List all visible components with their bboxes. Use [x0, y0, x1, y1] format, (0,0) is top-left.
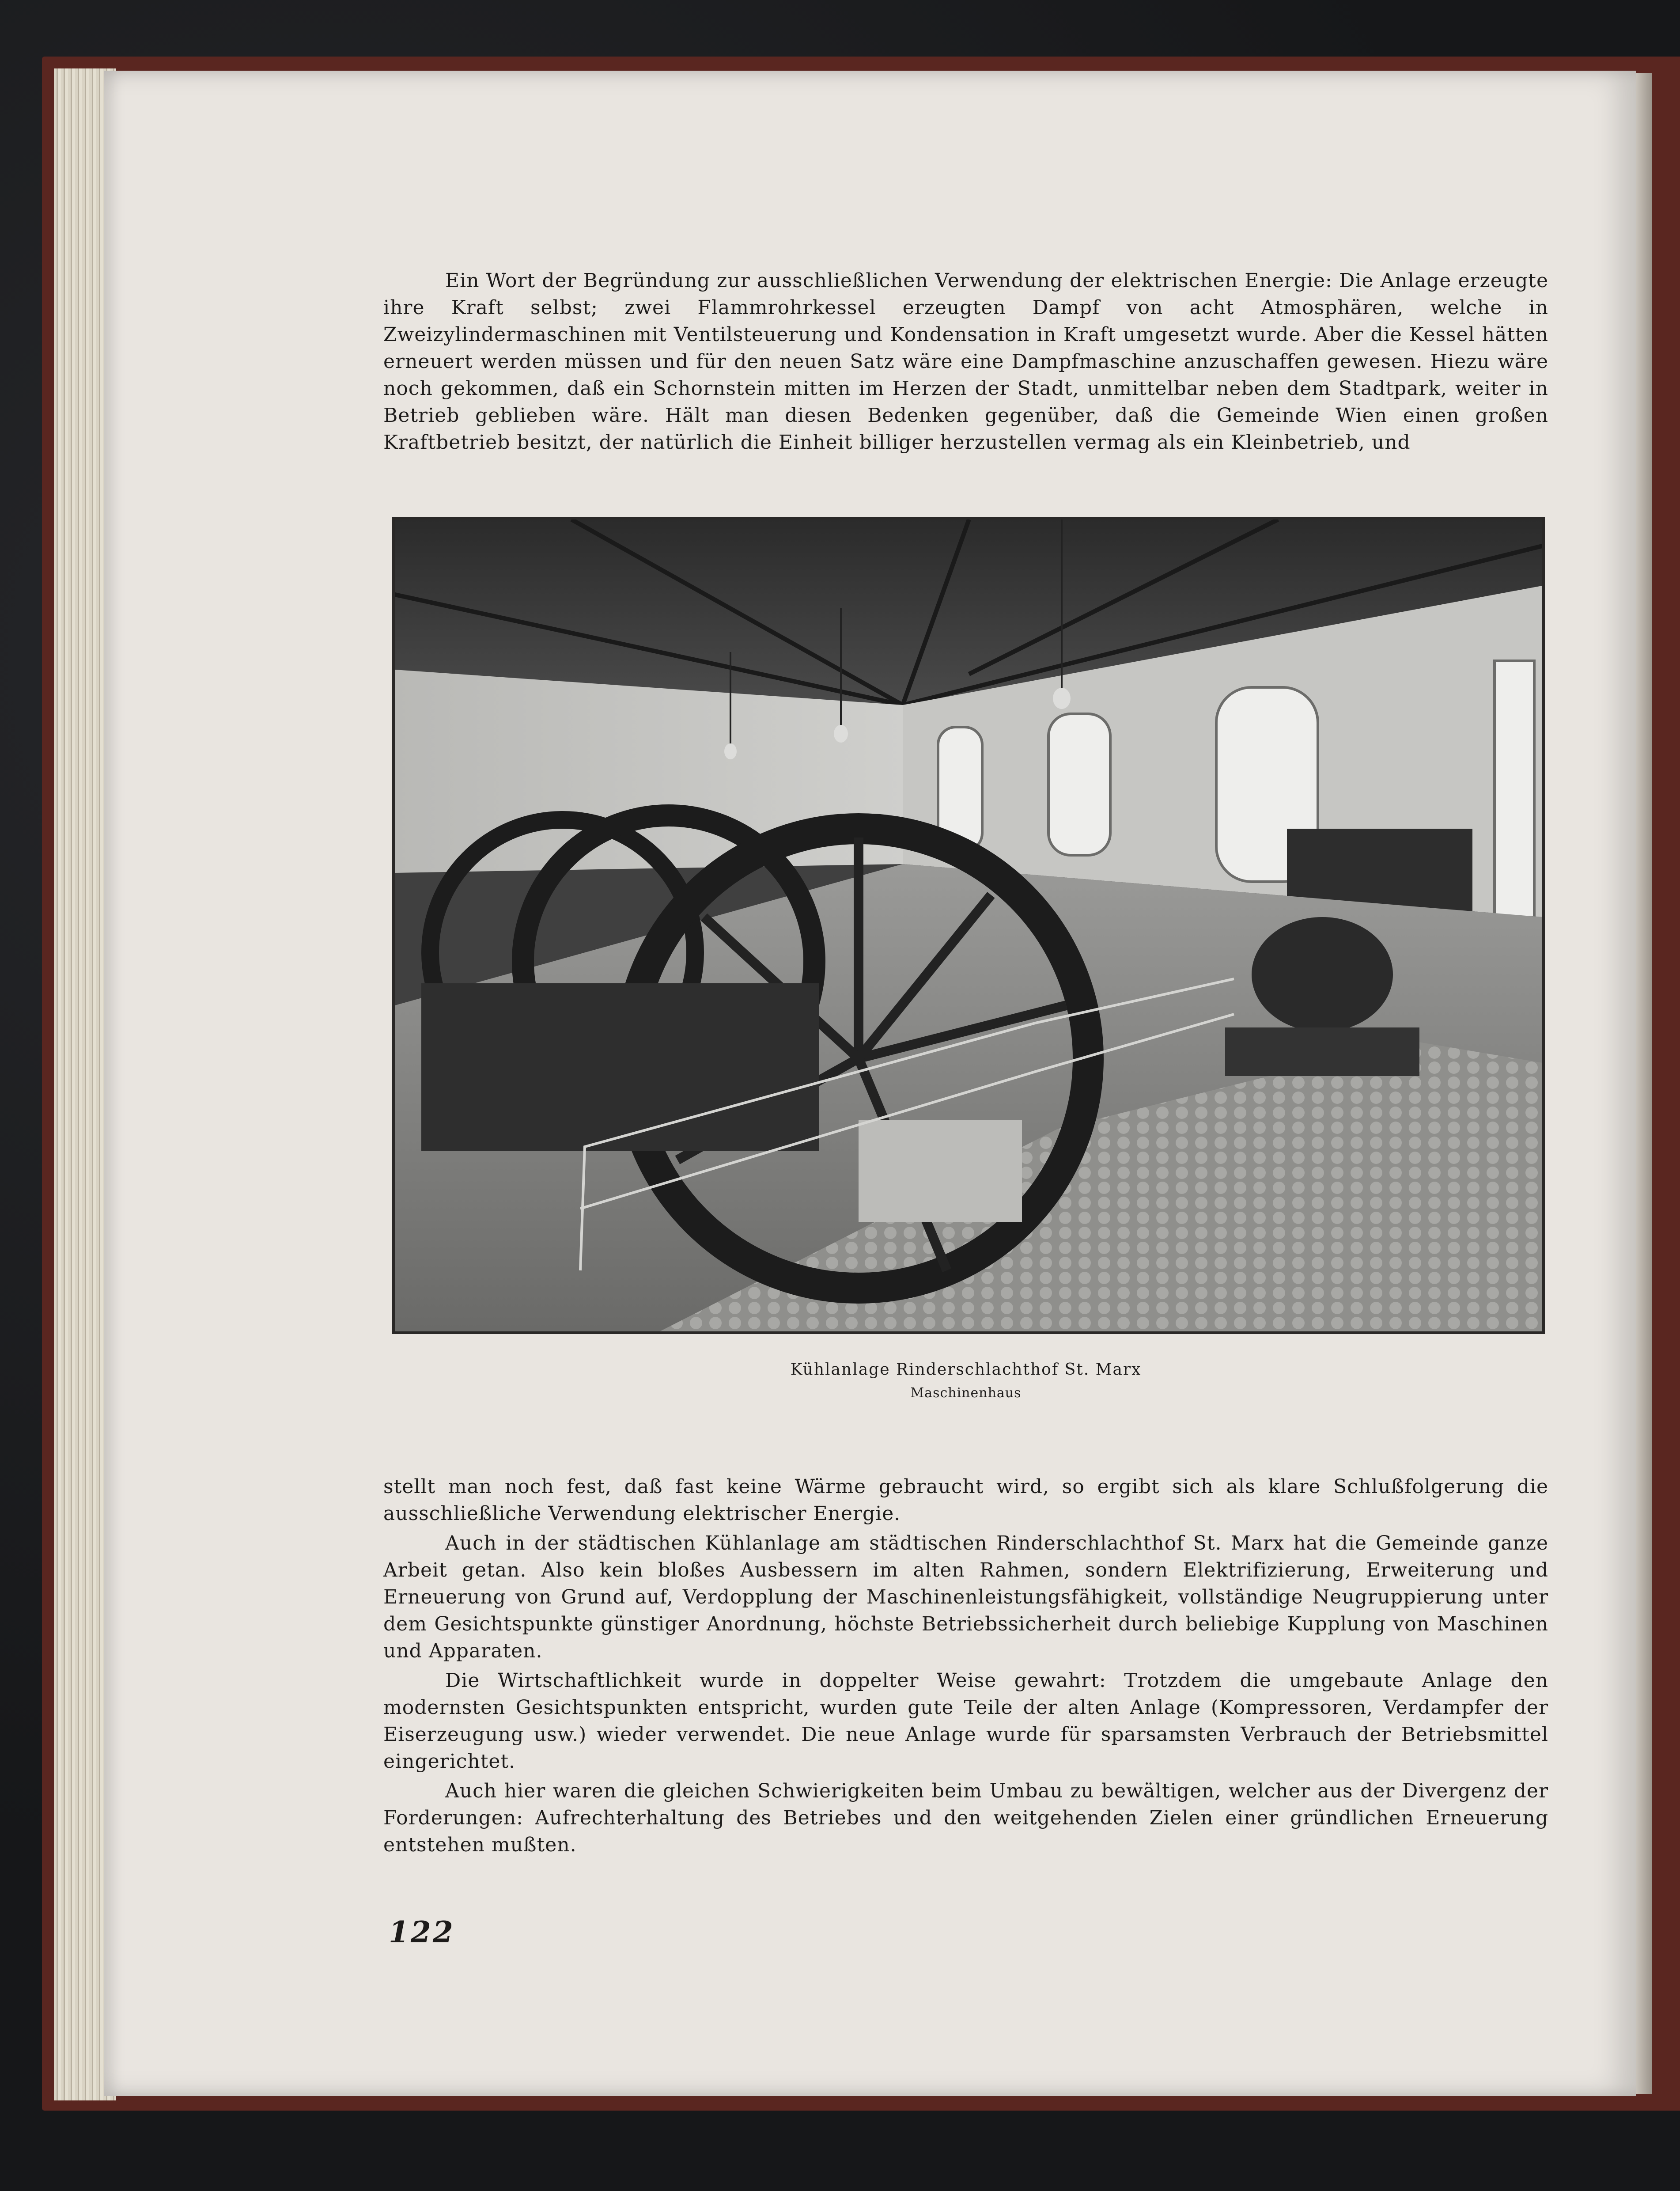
paragraph-4: Auch hier waren die gleichen Schwierigkeiten beim Umbau zu bewältigen, welcher aus der Divergenz der Forderungen: Aufrechterhaltung des Betriebes und den weitgehenden Zielen einer gründlichen Erneuerung entstehen mußten.	[383, 1780, 1548, 1856]
page-gutter-edge	[1634, 73, 1652, 2094]
paragraph-top	[383, 267, 1548, 456]
photo-caption-title: Kühlanlage Rinderschlachthof St. Marx	[790, 1361, 1142, 1379]
paragraphs-bottom	[383, 1473, 1548, 1858]
photo-caption-subtitle: Maschinenhaus	[910, 1385, 1022, 1401]
paragraph-3: Die Wirtschaftlichkeit wurde in doppelter Weise gewahrt: Trotzdem die umgebaute Anlage den modernsten Gesichtspunkten entspricht, wurden gute Teile der alten Anlage (Kompressoren, Verdampfer der Eiserzeugung usw.) wieder verwendet. Die neue Anlage wurde für sparsamsten Verbrauch der Betriebsmittel eingerichtet.	[383, 1669, 1548, 1773]
paragraph-2: Auch in der städtischen Kühlanlage am städtischen Rinderschlachthof St. Marx hat die Gemeinde ganze Arbeit getan. Also kein bloßes Ausbessern im alten Rahmen, sondern Elektrifizierung, Erweiterung und Erneuerung von Grund auf, Verdopplung der Maschinenleistungsfähigkeit, vollständige Neugruppierung unter dem Gesichtspunkte günstiger Anordnung, höchste Betriebssicherheit durch beliebige Kupplung von Maschinen und Apparaten.	[383, 1532, 1548, 1662]
paragraph-1: stellt man noch fest, daß fast keine Wärme gebraucht wird, so ergibt sich als klare Schlußfolgerung die ausschließliche Verwendung elektrischer Energie.	[383, 1475, 1548, 1525]
page-number: 122	[389, 1915, 455, 1949]
machine-hall-photo-icon	[395, 519, 1542, 1331]
machine-hall-photo	[392, 517, 1545, 1334]
paragraph-top-text: Ein Wort der Begründung zur ausschließlichen Verwendung der elektrischen Energie: Die Anlage erzeugte ihre Kraft selbst; zwei Flammrohrkessel erzeugten Dampf von acht Atmosphären, welche in Zweizylindermaschinen mit Ventilsteuerung und Kondensation in Kraft umgesetzt wurde. Aber die Kessel hätten erneuert werden müssen und für den neuen Satz wäre eine Dampfmaschine anzuschaffen gewesen. Hiezu wäre noch gekommen, daß ein Schornstein mitten im Herzen der Stadt, unmittelbar neben dem Stadtpark, weiter in Betrieb geblieben wäre. Hält man diesen Bedenken gegenüber, daß die Gemeinde Wien einen großen Kraftbetrieb besitzt, der natürlich die Einheit billiger herzustellen vermag als ein Kleinbetrieb, und	[383, 269, 1548, 454]
